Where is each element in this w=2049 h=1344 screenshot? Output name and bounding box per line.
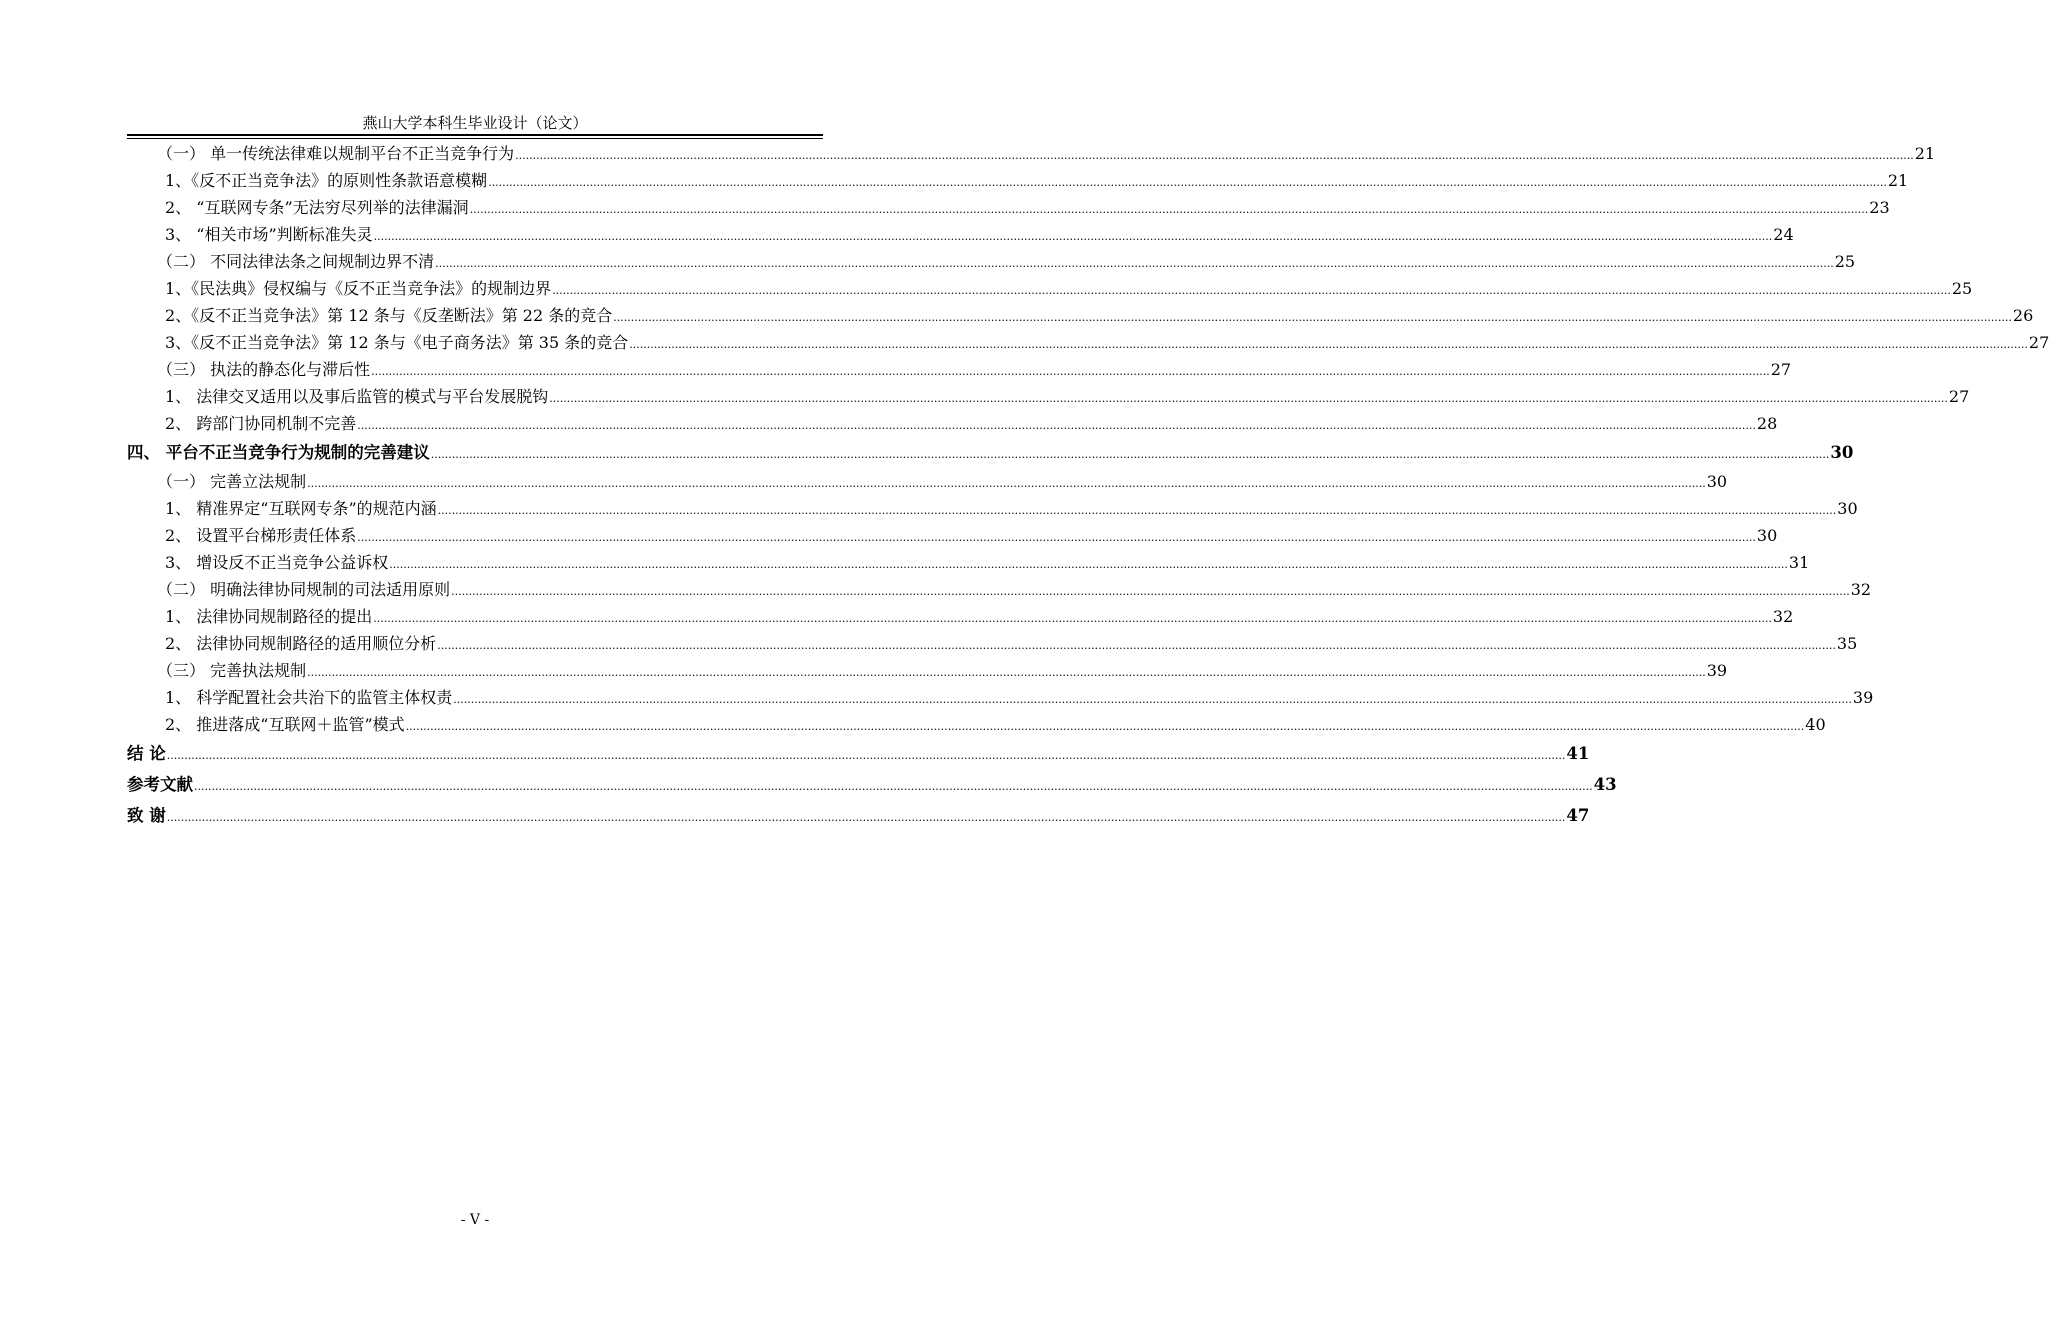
toc-entry-title: （二） 不同法律法条之间规制边界不清	[157, 252, 435, 271]
toc-entry[interactable]	[127, 549, 1810, 576]
toc-dot-leader: ................................................................................................................................................................................................................................................................................................................................................................................................................	[552, 284, 1951, 297]
toc-entry-title: （一） 完善立法规制	[157, 472, 307, 491]
toc-dot-leader: ................................................................................................................................................................................................................................................................................................................................................................................................................	[453, 693, 1852, 706]
toc-entry-title: 1、 法律交叉适用以及事后监管的模式与平台发展脱钩	[165, 387, 549, 406]
toc-entry[interactable]	[127, 657, 1728, 684]
toc-entry-title: （二） 明确法律协同规制的司法适用原则	[157, 580, 451, 599]
toc-entry-title: 四、 平台不正当竞争行为规制的完善建议	[127, 443, 430, 462]
toc-entry[interactable]	[127, 495, 1858, 522]
toc-dot-leader: ................................................................................................................................................................................................................................................................................................................................................................................................................	[307, 666, 1706, 679]
toc-entry-title: 结 论	[127, 744, 166, 763]
toc-entry-title: 2、 法律协同规制路径的适用顺位分析	[165, 634, 437, 653]
toc-dot-leader: ................................................................................................................................................................................................................................................................................................................................................................................................................	[307, 477, 1706, 490]
toc-entry-page: 43	[1593, 775, 1617, 794]
toc-dot-leader: ................................................................................................................................................................................................................................................................................................................................................................................................................	[629, 338, 2028, 351]
toc-entry-page: 26	[2012, 306, 2034, 325]
toc-entry-title: （三） 完善执法规制	[157, 661, 307, 680]
toc-dot-leader: ................................................................................................................................................................................................................................................................................................................................................................................................................	[389, 558, 1788, 571]
toc-entry[interactable]	[127, 437, 1854, 468]
toc-entry-page: 35	[1836, 634, 1858, 653]
toc-entry-page: 47	[1566, 806, 1590, 825]
toc-entry[interactable]	[127, 738, 1590, 769]
toc-entry-page: 27	[1770, 360, 1792, 379]
toc-entry[interactable]	[127, 711, 1826, 738]
toc-entry-title: 2、《反不正当竞争法》第 12 条与《反垄断法》第 22 条的竞合	[165, 306, 613, 325]
toc-entry-page: 25	[1951, 279, 1973, 298]
toc-entry[interactable]	[127, 576, 1872, 603]
toc-dot-leader: ................................................................................................................................................................................................................................................................................................................................................................................................................	[373, 230, 1773, 243]
toc-entry-page: 23	[1869, 198, 1890, 217]
toc-entry[interactable]	[127, 684, 1874, 711]
toc-entry-title: 3、 “相关市场”判断标准失灵	[165, 225, 373, 244]
toc-dot-leader: ................................................................................................................................................................................................................................................................................................................................................................................................................	[357, 419, 1756, 432]
toc-dot-leader: ................................................................................................................................................................................................................................................................................................................................................................................................................	[166, 811, 1566, 824]
toc-entry-title: 2、 跨部门协同机制不完善	[165, 414, 357, 433]
toc-dot-leader: ................................................................................................................................................................................................................................................................................................................................................................................................................	[469, 203, 1869, 216]
toc-entry-page: 24	[1773, 225, 1794, 244]
toc-entry-page: 39	[1852, 688, 1874, 707]
toc-dot-leader: ................................................................................................................................................................................................................................................................................................................................................................................................................	[515, 149, 1914, 162]
toc-entry-title: （三） 执法的静态化与滞后性	[157, 360, 371, 379]
toc-entry[interactable]	[127, 356, 1792, 383]
toc-dot-leader: ................................................................................................................................................................................................................................................................................................................................................................................................................	[437, 639, 1836, 652]
toc-entry-title: 致 谢	[127, 806, 166, 825]
toc-entry-title: （一） 单一传统法律难以规制平台不正当竞争行为	[157, 144, 515, 163]
page-number: - V -	[460, 1212, 490, 1228]
toc-entry-page: 31	[1788, 553, 1810, 572]
toc-entry-page: 41	[1566, 744, 1590, 763]
toc-entry-page: 30	[1837, 499, 1858, 518]
toc-entry-title: 2、 推进落成“互联网＋监管”模式	[165, 715, 405, 734]
toc-entry[interactable]	[127, 275, 1973, 302]
toc-entry[interactable]	[127, 383, 1970, 410]
page-header-title: 燕山大学本科生毕业设计（论文）	[362, 114, 588, 132]
toc-dot-leader: ................................................................................................................................................................................................................................................................................................................................................................................................................	[549, 392, 1948, 405]
toc-dot-leader: ................................................................................................................................................................................................................................................................................................................................................................................................................	[430, 448, 1830, 461]
toc-entry[interactable]	[127, 329, 2049, 356]
toc-dot-leader: ................................................................................................................................................................................................................................................................................................................................................................................................................	[357, 531, 1756, 544]
toc-entry[interactable]	[127, 221, 1794, 248]
toc-entry[interactable]	[127, 468, 1728, 495]
toc-entry-title: 1、 精准界定“互联网专条”的规范内涵	[165, 499, 437, 518]
toc-entry-page: 21	[1887, 171, 1909, 190]
toc-entry[interactable]	[127, 630, 1858, 657]
toc-entry-page: 30	[1706, 472, 1728, 491]
toc-dot-leader: ................................................................................................................................................................................................................................................................................................................................................................................................................	[166, 749, 1566, 762]
toc-dot-leader: ................................................................................................................................................................................................................................................................................................................................................................................................................	[488, 176, 1887, 189]
toc-entry-title: 1、 法律协同规制路径的提出	[165, 607, 373, 626]
toc-entry-page: 32	[1850, 580, 1872, 599]
toc-entry-title: 2、 “互联网专条”无法穷尽列举的法律漏洞	[165, 198, 469, 217]
toc-entry-page: 27	[2028, 333, 2049, 352]
toc-entry-page: 39	[1706, 661, 1728, 680]
toc-entry[interactable]	[127, 410, 1778, 437]
toc-entry[interactable]	[127, 167, 1909, 194]
toc-dot-leader: ................................................................................................................................................................................................................................................................................................................................................................................................................	[437, 504, 1837, 517]
toc-entry-page: 28	[1756, 414, 1778, 433]
header-rule-thin	[127, 138, 823, 139]
toc-entry-page: 21	[1914, 144, 1936, 163]
toc-dot-leader: ................................................................................................................................................................................................................................................................................................................................................................................................................	[405, 720, 1805, 733]
toc-entry-title: 3、《反不正当竞争法》第 12 条与《电子商务法》第 35 条的竞合	[165, 333, 629, 352]
toc-dot-leader: ................................................................................................................................................................................................................................................................................................................................................................................................................	[435, 257, 1834, 270]
toc-entry-page: 32	[1772, 607, 1794, 626]
toc-entry-title: 参考文献	[127, 775, 193, 794]
toc-dot-leader: ................................................................................................................................................................................................................................................................................................................................................................................................................	[194, 780, 1593, 793]
toc-entry[interactable]	[127, 769, 1617, 800]
toc-entry[interactable]	[127, 603, 1794, 630]
toc-dot-leader: ................................................................................................................................................................................................................................................................................................................................................................................................................	[371, 365, 1770, 378]
toc-entry-title: 2、 设置平台梯形责任体系	[165, 526, 357, 545]
toc-entry-page: 27	[1948, 387, 1970, 406]
toc-entry[interactable]	[127, 248, 1856, 275]
toc-entry-title: 1、《民法典》侵权编与《反不正当竞争法》的规制边界	[165, 279, 552, 298]
toc-entry-page: 30	[1830, 443, 1854, 462]
toc-entry[interactable]	[127, 302, 2034, 329]
toc-entry[interactable]	[127, 194, 1890, 221]
toc-entry-title: 1、 科学配置社会共治下的监管主体权责	[165, 688, 453, 707]
toc-entry-page: 30	[1756, 526, 1778, 545]
toc-entry[interactable]	[127, 522, 1778, 549]
toc-entry[interactable]	[127, 800, 1590, 831]
toc-dot-leader: ................................................................................................................................................................................................................................................................................................................................................................................................................	[613, 311, 2012, 324]
toc-dot-leader: ................................................................................................................................................................................................................................................................................................................................................................................................................	[451, 585, 1850, 598]
toc-entry-page: 25	[1834, 252, 1856, 271]
toc-dot-leader: ................................................................................................................................................................................................................................................................................................................................................................................................................	[373, 612, 1772, 625]
header-rule-thick	[127, 134, 823, 136]
toc-entry-title: 3、 增设反不正当竞争公益诉权	[165, 553, 389, 572]
table-of-contents	[127, 140, 2049, 831]
toc-entry-page: 40	[1805, 715, 1826, 734]
toc-entry-title: 1、《反不正当竞争法》的原则性条款语意模糊	[165, 171, 488, 190]
toc-entry[interactable]	[127, 140, 1936, 167]
